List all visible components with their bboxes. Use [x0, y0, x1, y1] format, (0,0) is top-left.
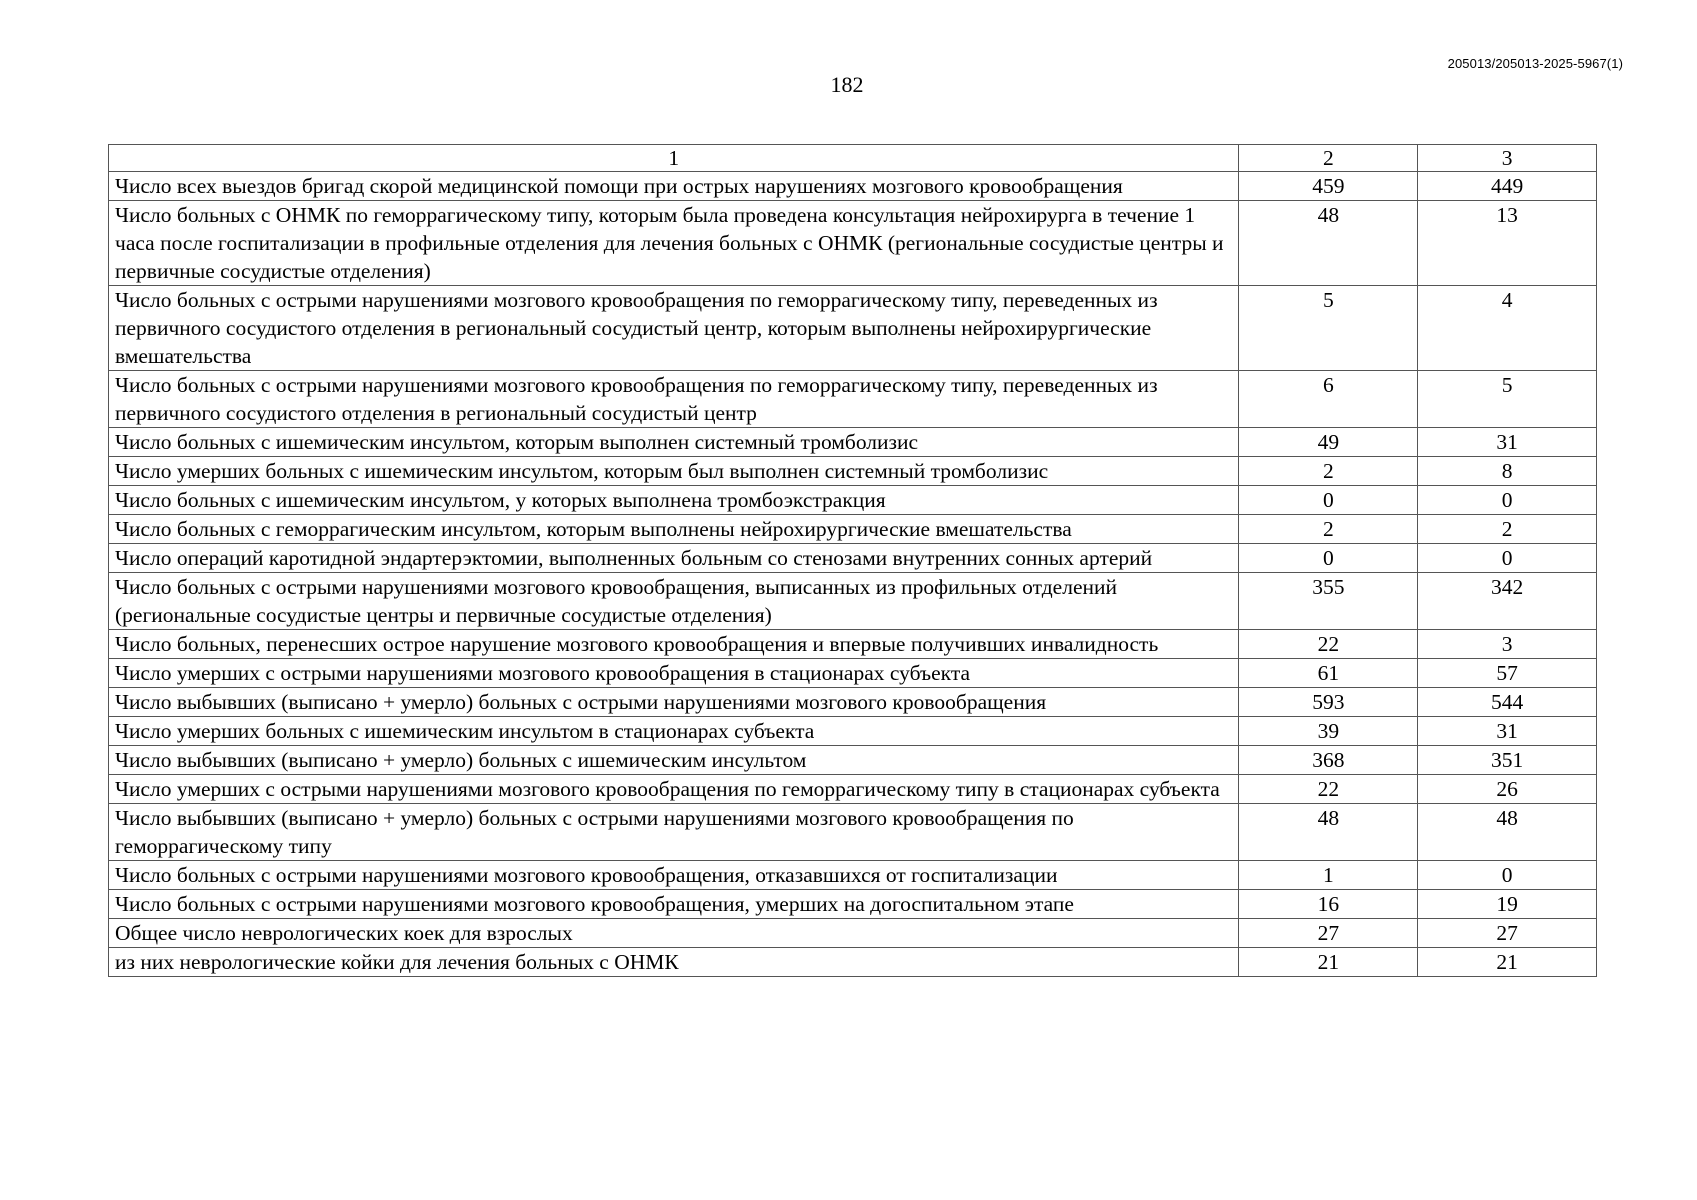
row-value-col-2: 22: [1239, 775, 1418, 804]
table-row: [109, 688, 1597, 717]
row-label: Число выбывших (выписано + умерло) больных с острыми нарушениями мозгового кровообращения: [109, 688, 1239, 717]
table-row: [109, 775, 1597, 804]
row-label: Число умерших больных с ишемическим инсультом, которым был выполнен системный тромболизис: [109, 457, 1239, 486]
row-value-col-2: 0: [1239, 544, 1418, 573]
row-value-col-3: 2: [1418, 515, 1597, 544]
row-value-col-3: 8: [1418, 457, 1597, 486]
row-value-col-2: 459: [1239, 172, 1418, 201]
table-body: [109, 145, 1597, 977]
table-row: [109, 371, 1597, 428]
row-value-col-2: 1: [1239, 861, 1418, 890]
table-row: [109, 486, 1597, 515]
row-value-col-2: 6: [1239, 371, 1418, 428]
row-label: Число больных с острыми нарушениями мозгового кровообращения, умерших на догоспитальном этапе: [109, 890, 1239, 919]
table-row: [109, 890, 1597, 919]
table-row: [109, 172, 1597, 201]
row-label: Число операций каротидной эндартерэктомии, выполненных больным со стенозами внутренних сонных артерий: [109, 544, 1239, 573]
row-value-col-3: 57: [1418, 659, 1597, 688]
row-label: Число больных с геморрагическим инсультом, которым выполнены нейрохирургические вмешательства: [109, 515, 1239, 544]
row-label: Число больных с ишемическим инсультом, у которых выполнена тромбоэкстракция: [109, 486, 1239, 515]
row-value-col-3: 0: [1418, 544, 1597, 573]
row-value-col-3: 0: [1418, 486, 1597, 515]
table-row: [109, 717, 1597, 746]
table-row: [109, 659, 1597, 688]
row-label: Число выбывших (выписано + умерло) больных с ишемическим инсультом: [109, 746, 1239, 775]
table-row: [109, 861, 1597, 890]
row-label: Число больных с острыми нарушениями мозгового кровообращения по геморрагическому типу, переведенных из первичного сосудистого отделения в региональный сосудистый центр, которым выполнены нейрохирургические вмешательства: [109, 286, 1239, 371]
row-label: Число умерших больных с ишемическим инсультом в стационарах субъекта: [109, 717, 1239, 746]
row-label: Число выбывших (выписано + умерло) больных с острыми нарушениями мозгового кровообращения по геморрагическому типу: [109, 804, 1239, 861]
table-row: [109, 544, 1597, 573]
row-value-col-2: 593: [1239, 688, 1418, 717]
row-value-col-3: 4: [1418, 286, 1597, 371]
row-label: Число больных с острыми нарушениями мозгового кровообращения по геморрагическому типу, переведенных из первичного сосудистого отделения в региональный сосудистый центр: [109, 371, 1239, 428]
header-col-2: 2: [1239, 145, 1418, 172]
row-value-col-3: 0: [1418, 861, 1597, 890]
table-row: [109, 948, 1597, 977]
header-col-1: 1: [109, 145, 1239, 172]
row-label: Число больных с ишемическим инсультом, которым выполнен системный тромболизис: [109, 428, 1239, 457]
row-label: Число больных с острыми нарушениями мозгового кровообращения, выписанных из профильных отделений (региональные сосудистые центры и первичные сосудистые отделения): [109, 573, 1239, 630]
header-col-3: 3: [1418, 145, 1597, 172]
row-value-col-3: 342: [1418, 573, 1597, 630]
row-value-col-2: 355: [1239, 573, 1418, 630]
table-row: [109, 428, 1597, 457]
row-label: Число больных с ОНМК по геморрагическому типу, которым была проведена консультация нейрохирурга в течение 1 часа после госпитализации в профильные отделения для лечения больных с ОНМК (региональные сосудистые центры и первичные сосудистые отделения): [109, 201, 1239, 286]
page-number-text: 182: [830, 72, 864, 97]
table-row: [109, 919, 1597, 948]
row-value-col-3: 544: [1418, 688, 1597, 717]
table-header-row: [109, 145, 1597, 172]
table-row: [109, 286, 1597, 371]
row-value-col-2: 21: [1239, 948, 1418, 977]
row-value-col-3: 13: [1418, 201, 1597, 286]
row-value-col-2: 5: [1239, 286, 1418, 371]
page-number: [0, 72, 1697, 98]
row-value-col-2: 27: [1239, 919, 1418, 948]
table-row: [109, 746, 1597, 775]
row-label: Число умерших с острыми нарушениями мозгового кровообращения по геморрагическому типу в стационарах субъекта: [109, 775, 1239, 804]
row-label: из них неврологические койки для лечения больных с ОНМК: [109, 948, 1239, 977]
row-value-col-3: 31: [1418, 717, 1597, 746]
row-value-col-2: 39: [1239, 717, 1418, 746]
table-row: [109, 804, 1597, 861]
row-value-col-2: 2: [1239, 515, 1418, 544]
row-value-col-2: 48: [1239, 201, 1418, 286]
table-row: [109, 630, 1597, 659]
row-value-col-3: 48: [1418, 804, 1597, 861]
document-id: 205013/205013-2025-5967(1): [1447, 56, 1623, 71]
row-value-col-2: 2: [1239, 457, 1418, 486]
row-label: Общее число неврологических коек для взрослых: [109, 919, 1239, 948]
row-label: Число всех выездов бригад скорой медицинской помощи при острых нарушениях мозгового кровообращения: [109, 172, 1239, 201]
row-value-col-2: 22: [1239, 630, 1418, 659]
row-value-col-2: 368: [1239, 746, 1418, 775]
row-value-col-3: 26: [1418, 775, 1597, 804]
row-value-col-3: 19: [1418, 890, 1597, 919]
row-value-col-2: 16: [1239, 890, 1418, 919]
row-label: Число больных, перенесших острое нарушение мозгового кровообращения и впервые получивших инвалидность: [109, 630, 1239, 659]
table-row: [109, 201, 1597, 286]
statistics-table: [108, 144, 1597, 977]
table-row: [109, 457, 1597, 486]
row-value-col-3: 351: [1418, 746, 1597, 775]
row-value-col-2: 0: [1239, 486, 1418, 515]
row-value-col-2: 48: [1239, 804, 1418, 861]
row-value-col-3: 27: [1418, 919, 1597, 948]
table-row: [109, 573, 1597, 630]
row-value-col-3: 449: [1418, 172, 1597, 201]
row-value-col-2: 49: [1239, 428, 1418, 457]
row-label: Число умерших с острыми нарушениями мозгового кровообращения в стационарах субъекта: [109, 659, 1239, 688]
table-row: [109, 515, 1597, 544]
row-value-col-2: 61: [1239, 659, 1418, 688]
row-value-col-3: 21: [1418, 948, 1597, 977]
row-value-col-3: 3: [1418, 630, 1597, 659]
row-value-col-3: 31: [1418, 428, 1597, 457]
row-value-col-3: 5: [1418, 371, 1597, 428]
row-label: Число больных с острыми нарушениями мозгового кровообращения, отказавшихся от госпитализации: [109, 861, 1239, 890]
